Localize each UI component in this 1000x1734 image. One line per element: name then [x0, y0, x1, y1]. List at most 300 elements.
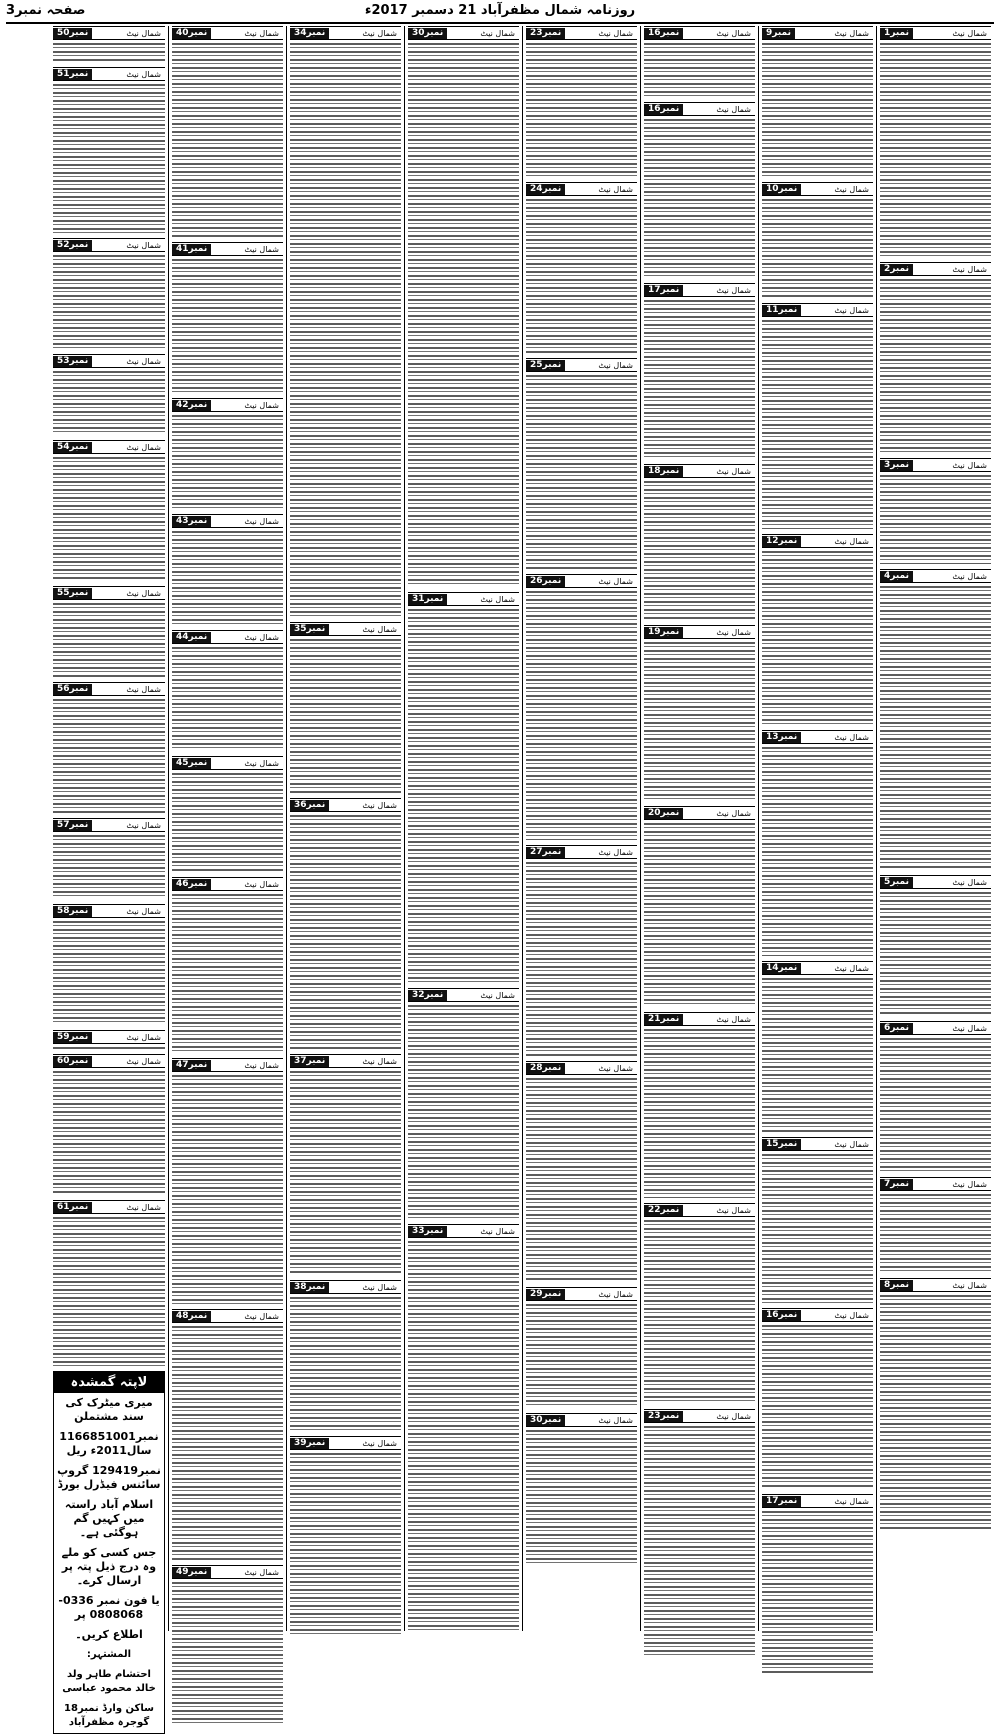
notice-body-text	[644, 1426, 755, 1655]
notice-block	[172, 514, 283, 624]
notice-number: نمبر41	[172, 244, 211, 255]
notice-number: نمبر39	[290, 1438, 329, 1449]
notice-label: شمال نیٹ	[126, 442, 161, 452]
notice-label: شمال نیٹ	[244, 879, 279, 889]
notice-header	[172, 242, 283, 256]
notice-number: نمبر16	[644, 104, 683, 115]
notice-label: شمال نیٹ	[834, 184, 869, 194]
notice-header	[53, 67, 165, 81]
notice-number: نمبر16	[762, 1310, 801, 1321]
notice-body-text	[762, 747, 873, 956]
notice-body-text	[53, 699, 165, 813]
notice-block	[53, 682, 165, 812]
notice-number: نمبر6	[880, 1023, 913, 1034]
notice-header	[290, 798, 401, 812]
notice-number: نمبر55	[53, 588, 92, 599]
notice-number: نمبر38	[290, 1282, 329, 1293]
notice-body-text	[762, 43, 873, 177]
notice-block	[172, 1309, 283, 1559]
notice-number: نمبر40	[172, 28, 211, 39]
notice-header	[53, 440, 165, 454]
notice-label: شمال نیٹ	[598, 576, 633, 586]
notice-label: شمال نیٹ	[952, 1023, 987, 1033]
notice-label: شمال نیٹ	[362, 1282, 397, 1292]
notice-block	[762, 730, 873, 955]
notice-body-text	[53, 1047, 165, 1049]
notice-number: نمبر21	[644, 1014, 683, 1025]
notice-block	[880, 875, 991, 1015]
notice-label: شمال نیٹ	[126, 1032, 161, 1042]
notice-body-text	[172, 773, 283, 872]
notice-number: نمبر32	[408, 990, 447, 1001]
lost-certificate-notice	[53, 1371, 165, 1734]
notice-body-text	[762, 978, 873, 1132]
notice-block	[290, 1436, 401, 1636]
notice-label: شمال نیٹ	[716, 466, 751, 476]
page-number: صفحہ نمبر3	[6, 3, 86, 18]
notice-label: شمال نیٹ	[598, 28, 633, 38]
notice-label: شمال نیٹ	[126, 820, 161, 830]
notice-block	[53, 67, 165, 232]
notice-number: نمبر51	[53, 69, 92, 80]
notice-label: شمال نیٹ	[598, 184, 633, 194]
notice-number: نمبر43	[172, 516, 211, 527]
notice-body-text	[408, 43, 519, 587]
notice-label: شمال نیٹ	[126, 69, 161, 79]
notice-number: نمبر53	[53, 356, 92, 367]
notice-block	[526, 1287, 637, 1407]
notice-body-text	[762, 551, 873, 725]
notice-block	[408, 988, 519, 1218]
notice-block	[526, 358, 637, 568]
notice-header	[880, 26, 991, 40]
notice-body-text	[172, 1075, 283, 1304]
notice-header	[53, 818, 165, 832]
notice-header	[880, 262, 991, 276]
notice-number: نمبر44	[172, 632, 211, 643]
notice-body-text	[644, 642, 755, 801]
notice-number: نمبر33	[408, 1226, 447, 1237]
notice-body-text	[526, 1430, 637, 1564]
column-1	[876, 26, 994, 1631]
notice-number: نمبر48	[172, 1311, 211, 1322]
notice-header	[644, 1409, 755, 1423]
notice-header	[762, 961, 873, 975]
notice-label: شمال نیٹ	[598, 847, 633, 857]
notice-block	[53, 26, 165, 61]
notice-label: شمال نیٹ	[244, 1311, 279, 1321]
notice-header	[408, 26, 519, 40]
notice-body-text	[526, 1304, 637, 1408]
notice-block	[762, 26, 873, 176]
notice-number: نمبر3	[880, 460, 913, 471]
notice-number: نمبر16	[644, 28, 683, 39]
notice-block	[644, 806, 755, 1006]
notice-number: نمبر5	[880, 877, 913, 888]
notice-number: نمبر31	[408, 594, 447, 605]
notice-block	[526, 574, 637, 839]
notice-body-text	[290, 639, 401, 793]
notice-label: شمال نیٹ	[126, 684, 161, 694]
notice-header	[880, 875, 991, 889]
notice-label: شمال نیٹ	[952, 571, 987, 581]
notice-block	[762, 1137, 873, 1302]
notice-block	[644, 1203, 755, 1403]
notice-header	[526, 358, 637, 372]
notice-number: نمبر46	[172, 879, 211, 890]
notice-header	[762, 534, 873, 548]
notice-body-text	[526, 1078, 637, 1282]
notice-header	[53, 26, 165, 40]
notice-number: نمبر47	[172, 1060, 211, 1071]
notice-label: شمال نیٹ	[716, 1411, 751, 1421]
notice-number: نمبر23	[644, 1411, 683, 1422]
notice-header	[290, 622, 401, 636]
notice-header	[880, 1021, 991, 1035]
notice-body-text	[172, 415, 283, 509]
notice-label: شمال نیٹ	[834, 28, 869, 38]
notice-block	[526, 845, 637, 1055]
notice-body-text	[172, 1582, 283, 1726]
notice-header	[172, 1309, 283, 1323]
notice-label: شمال نیٹ	[480, 28, 515, 38]
notice-label: شمال نیٹ	[244, 400, 279, 410]
notice-body-text	[762, 1325, 873, 1489]
notice-label: شمال نیٹ	[244, 1060, 279, 1070]
notice-header	[644, 1203, 755, 1217]
lost-notice-line: اطلاع کریں۔	[75, 1628, 143, 1641]
notice-number: نمبر59	[53, 1032, 92, 1043]
notice-body-text	[53, 835, 165, 899]
notice-label: شمال نیٹ	[362, 28, 397, 38]
notice-body-text	[880, 892, 991, 1016]
notice-number: نمبر42	[172, 400, 211, 411]
notice-header	[526, 182, 637, 196]
notice-block	[290, 798, 401, 1048]
notice-block	[762, 182, 873, 297]
notice-label: شمال نیٹ	[480, 1226, 515, 1236]
notice-number: نمبر7	[880, 1179, 913, 1190]
notice-header	[53, 1030, 165, 1044]
notice-label: شمال نیٹ	[716, 28, 751, 38]
notice-body-text	[526, 375, 637, 569]
notice-block	[172, 877, 283, 1052]
notice-number: نمبر10	[762, 184, 801, 195]
notice-header	[53, 904, 165, 918]
notice-header	[172, 398, 283, 412]
lost-notice-line: نمبر129419 گروپ سائنس فیڈرل بورڈ	[57, 1464, 161, 1491]
notice-body-text	[644, 119, 755, 278]
notice-body-text	[644, 300, 755, 459]
notice-number: نمبر17	[644, 285, 683, 296]
notice-number: نمبر19	[644, 627, 683, 638]
notice-body-text	[290, 43, 401, 617]
lost-notice-line: یا فون نمبر 0336-0808068 پر	[58, 1594, 160, 1621]
notice-number: نمبر24	[526, 184, 565, 195]
notice-label: شمال نیٹ	[716, 808, 751, 818]
notice-body-text	[644, 481, 755, 620]
notice-block	[408, 1224, 519, 1629]
notice-number: نمبر54	[53, 442, 92, 453]
lost-notice-line: المشتہر:	[86, 1649, 132, 1660]
notice-header	[53, 1054, 165, 1068]
notice-label: شمال نیٹ	[834, 732, 869, 742]
notice-body-text	[172, 894, 283, 1053]
notice-header	[172, 26, 283, 40]
notice-body-text	[408, 1005, 519, 1219]
notice-number: نمبر60	[53, 1056, 92, 1067]
notice-block	[644, 26, 755, 96]
notice-header	[644, 1012, 755, 1026]
notice-number: نمبر57	[53, 820, 92, 831]
notice-block	[53, 818, 165, 898]
notice-body-text	[172, 1326, 283, 1560]
lost-notice-line: جس کسی کو ملے وہ درج ذیل پتہ پر ارسال کرے۔	[61, 1546, 157, 1587]
notice-body-text	[762, 320, 873, 529]
notice-label: شمال نیٹ	[952, 1179, 987, 1189]
notice-header	[53, 354, 165, 368]
notice-header	[526, 1287, 637, 1301]
notice-number: نمبر58	[53, 906, 92, 917]
notice-block	[290, 622, 401, 792]
notice-header	[880, 458, 991, 472]
notice-label: شمال نیٹ	[244, 632, 279, 642]
notice-label: شمال نیٹ	[716, 1014, 751, 1024]
notice-number: نمبر20	[644, 808, 683, 819]
notice-header	[526, 845, 637, 859]
notice-body-text	[880, 475, 991, 564]
lost-notice-title: لاپتہ گمشدہ	[54, 1372, 164, 1393]
notice-number: نمبر11	[762, 305, 801, 316]
notice-number: نمبر45	[172, 758, 211, 769]
notice-block	[172, 242, 283, 392]
notice-body-text	[880, 1295, 991, 1529]
notice-label: شمال نیٹ	[952, 1280, 987, 1290]
notice-block	[290, 1054, 401, 1274]
notice-header	[290, 26, 401, 40]
notice-block	[880, 26, 991, 256]
notice-label: شمال نیٹ	[834, 305, 869, 315]
notice-block	[526, 1413, 637, 1563]
notice-body-text	[53, 371, 165, 435]
notice-block	[880, 262, 991, 452]
notice-header	[290, 1054, 401, 1068]
notice-block	[290, 1280, 401, 1430]
notice-body-text	[762, 1154, 873, 1303]
notice-header	[880, 1177, 991, 1191]
notice-body-text	[880, 43, 991, 257]
notice-header	[762, 182, 873, 196]
lost-notice-line: اسلام آباد راستہ میں کہیں گم ہوگئی ہے۔	[64, 1498, 154, 1539]
notice-number: نمبر12	[762, 536, 801, 547]
notice-body-text	[526, 43, 637, 177]
notice-body-text	[880, 279, 991, 453]
notice-block	[53, 1054, 165, 1194]
notice-block	[762, 1308, 873, 1488]
notice-number: نمبر25	[526, 360, 565, 371]
lost-notice-line: میری میٹرک کی سند مشتملن	[65, 1396, 153, 1423]
notice-body-text	[53, 457, 165, 581]
notice-block	[644, 1409, 755, 1654]
notice-label: شمال نیٹ	[362, 624, 397, 634]
notice-label: شمال نیٹ	[244, 516, 279, 526]
notice-body-text	[290, 815, 401, 1049]
notice-number: نمبر29	[526, 1289, 565, 1300]
notice-label: شمال نیٹ	[598, 1415, 633, 1425]
notice-body-text	[644, 43, 755, 97]
notice-number: نمبر27	[526, 847, 565, 858]
notice-block	[880, 569, 991, 869]
notice-header	[53, 682, 165, 696]
lost-notice-line: نمبر1166851001 سال2011ء ریل	[59, 1430, 159, 1457]
column-5	[404, 26, 522, 1631]
column-2	[758, 26, 876, 1631]
notice-label: شمال نیٹ	[952, 264, 987, 274]
notice-body-text	[880, 1194, 991, 1273]
notice-block	[880, 1177, 991, 1272]
notice-number: نمبر14	[762, 963, 801, 974]
notice-number: نمبر22	[644, 1205, 683, 1216]
notice-body-text	[172, 647, 283, 751]
notice-block	[172, 1565, 283, 1725]
notice-number: نمبر50	[53, 28, 92, 39]
notice-header	[53, 238, 165, 252]
notice-block	[526, 182, 637, 352]
notice-number: نمبر49	[172, 1567, 211, 1578]
notice-body-text	[53, 1217, 165, 1366]
notice-block	[53, 1030, 165, 1048]
notice-number: نمبر61	[53, 1202, 92, 1213]
notice-block	[172, 26, 283, 236]
notice-header	[526, 1413, 637, 1427]
notice-number: نمبر56	[53, 684, 92, 695]
notice-header	[644, 283, 755, 297]
column-3	[640, 26, 758, 1631]
notice-number: نمبر30	[408, 28, 447, 39]
notice-label: شمال نیٹ	[126, 1056, 161, 1066]
notice-number: نمبر23	[526, 28, 565, 39]
notice-label: شمال نیٹ	[598, 1289, 633, 1299]
lost-notice-line: احتشام طاہر ولد خالد محمود عباسی	[62, 1669, 156, 1694]
notice-body-text	[526, 862, 637, 1056]
notice-header	[880, 1278, 991, 1292]
notice-block	[53, 238, 165, 348]
notice-header	[290, 1436, 401, 1450]
notice-block	[762, 534, 873, 724]
notice-label: شمال نیٹ	[126, 28, 161, 38]
notice-label: شمال نیٹ	[952, 28, 987, 38]
notice-number: نمبر30	[526, 1415, 565, 1426]
column-8	[50, 26, 168, 1728]
notice-label: شمال نیٹ	[126, 588, 161, 598]
notice-label: شمال نیٹ	[598, 360, 633, 370]
lost-notice-line: ساکن وارڈ نمبر18 گوجرہ مظفرآباد	[64, 1703, 154, 1728]
notice-block	[880, 1021, 991, 1171]
notice-header	[408, 592, 519, 606]
notice-body-text	[172, 43, 283, 237]
notice-body-text	[53, 255, 165, 349]
notice-number: نمبر36	[290, 800, 329, 811]
notice-body-text	[644, 1220, 755, 1404]
masthead: روزنامہ شمال مظفرآباد 21 دسمبر 2017ء	[364, 3, 636, 18]
notice-label: شمال نیٹ	[126, 1202, 161, 1212]
notice-number: نمبر4	[880, 571, 913, 582]
notice-block	[53, 904, 165, 1024]
notice-label: شمال نیٹ	[244, 1567, 279, 1577]
notice-label: شمال نیٹ	[716, 1205, 751, 1215]
notice-body-text	[880, 1038, 991, 1172]
notice-header	[526, 574, 637, 588]
notice-header	[408, 988, 519, 1002]
notice-body-text	[526, 199, 637, 353]
notice-header	[762, 1494, 873, 1508]
notice-block	[880, 1278, 991, 1528]
notice-body-text	[880, 586, 991, 870]
notice-label: شمال نیٹ	[834, 1310, 869, 1320]
notice-label: شمال نیٹ	[244, 28, 279, 38]
notice-body-text	[762, 1511, 873, 1675]
notice-label: شمال نیٹ	[834, 1139, 869, 1149]
notice-block	[53, 354, 165, 434]
notice-header	[644, 625, 755, 639]
notice-header	[762, 303, 873, 317]
notice-header	[172, 877, 283, 891]
notice-body-text	[53, 603, 165, 677]
notice-body-text	[644, 823, 755, 1007]
notice-header	[880, 569, 991, 583]
notice-header	[644, 806, 755, 820]
notice-number: نمبر9	[762, 28, 795, 39]
notice-number: نمبر18	[644, 466, 683, 477]
notice-header	[172, 1565, 283, 1579]
notice-body-text	[644, 1029, 755, 1198]
notice-header	[762, 1137, 873, 1151]
notice-header	[290, 1280, 401, 1294]
notice-body-text	[408, 1241, 519, 1630]
notice-label: شمال نیٹ	[480, 594, 515, 604]
notice-header	[172, 756, 283, 770]
notice-label: شمال نیٹ	[362, 1056, 397, 1066]
notice-number: نمبر52	[53, 240, 92, 251]
notice-body-text	[53, 43, 165, 62]
notice-header	[53, 586, 165, 600]
notice-header	[172, 1058, 283, 1072]
notice-body-text	[526, 591, 637, 840]
notice-block	[53, 1200, 165, 1365]
notice-header	[526, 26, 637, 40]
notice-block	[172, 756, 283, 871]
notice-header	[644, 102, 755, 116]
notice-block	[644, 1012, 755, 1197]
notice-number: نمبر15	[762, 1139, 801, 1150]
notice-header	[526, 1061, 637, 1075]
notice-body-text	[53, 921, 165, 1025]
notice-body-text	[762, 199, 873, 298]
notice-number: نمبر13	[762, 732, 801, 743]
notice-block	[408, 26, 519, 586]
notice-label: شمال نیٹ	[598, 1063, 633, 1073]
notice-body-text	[172, 531, 283, 625]
notice-number: نمبر2	[880, 264, 913, 275]
notice-block	[762, 303, 873, 528]
notice-label: شمال نیٹ	[716, 627, 751, 637]
notice-label: شمال نیٹ	[834, 963, 869, 973]
columns-container	[6, 26, 994, 1728]
notice-body-text	[290, 1071, 401, 1275]
notice-block	[526, 26, 637, 176]
notice-label: شمال نیٹ	[480, 990, 515, 1000]
notice-block	[526, 1061, 637, 1281]
